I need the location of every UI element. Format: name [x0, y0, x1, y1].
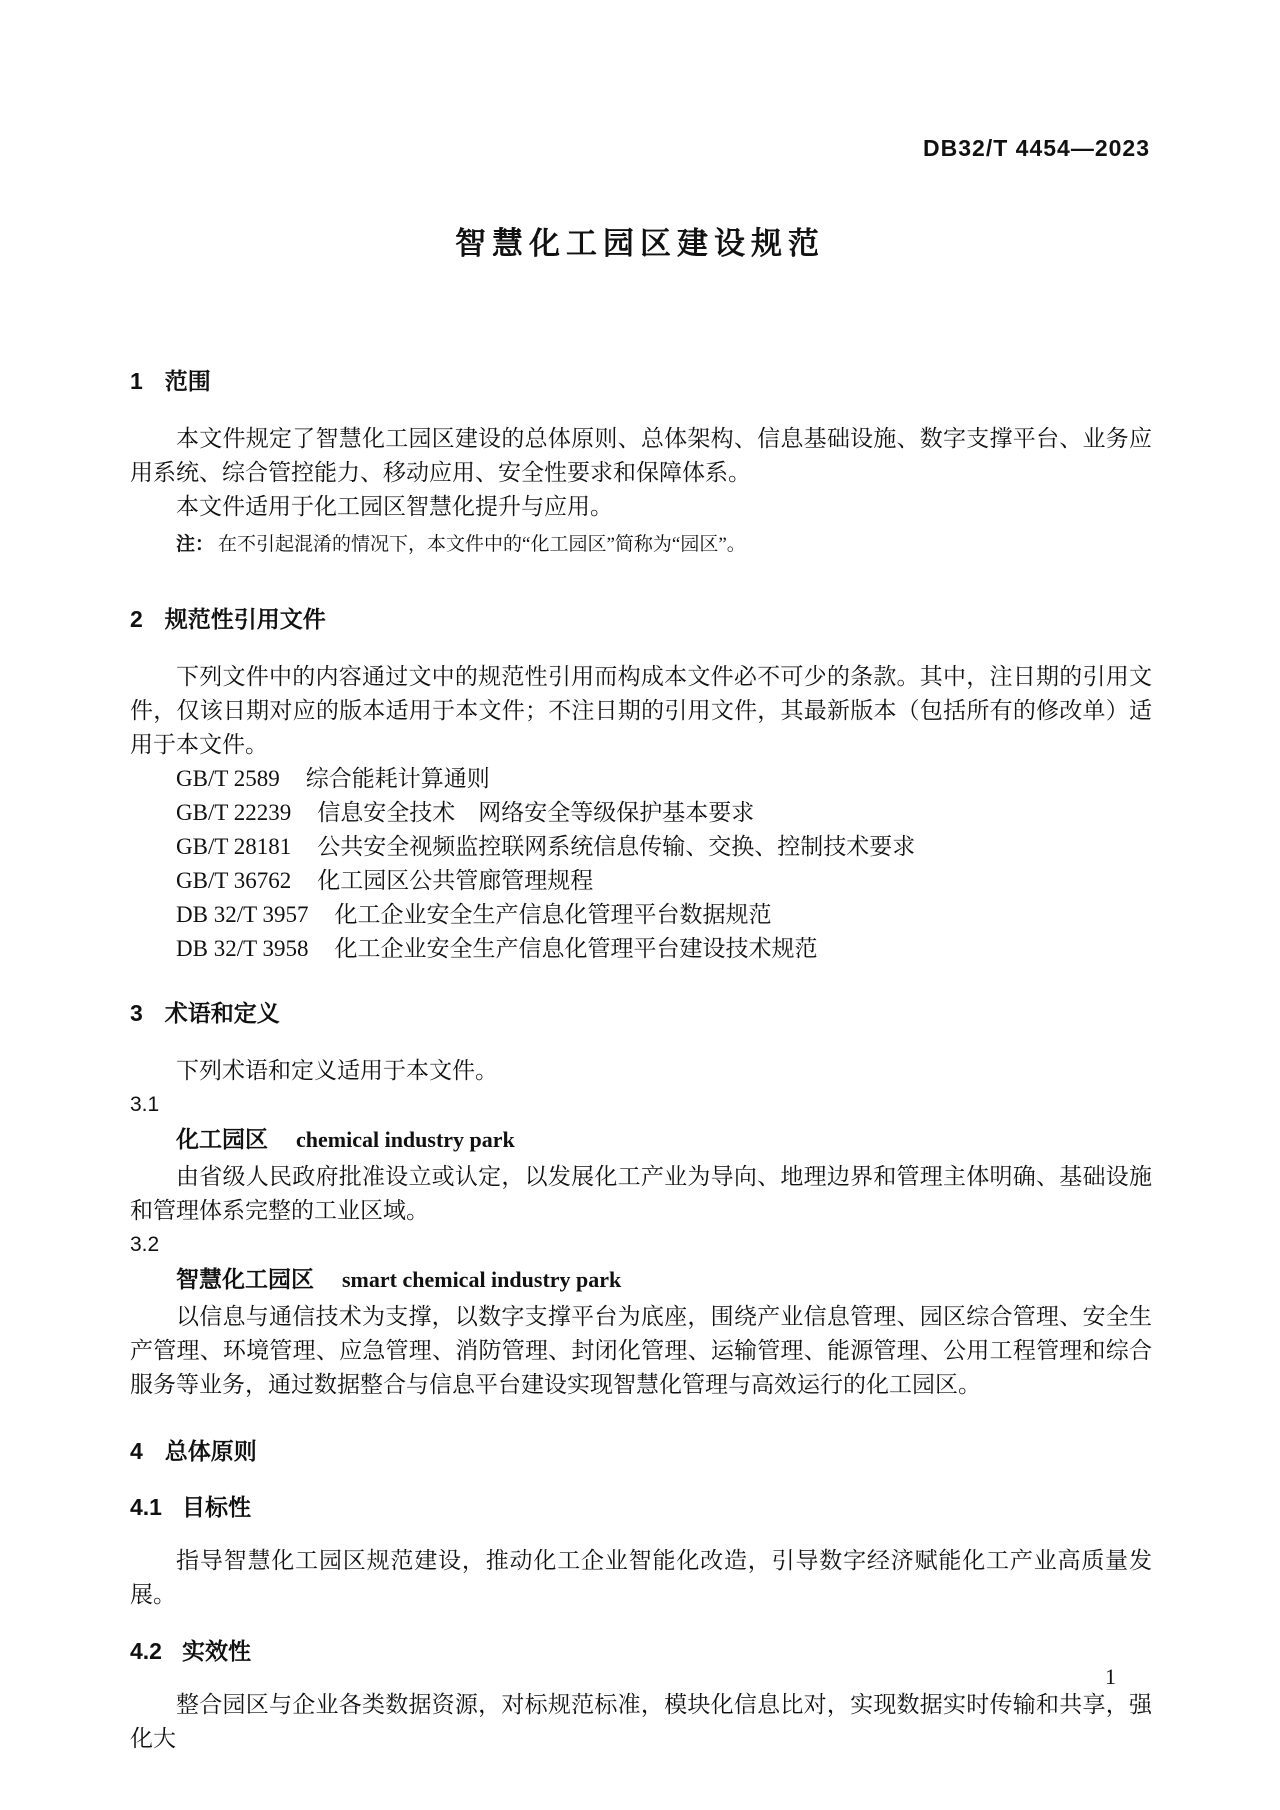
reference-title: 化工企业安全生产信息化管理平台建设技术规范	[334, 936, 818, 961]
principle-body: 整合园区与企业各类数据资源，对标规范标准，模块化信息比对，实现数据实时传输和共享，强化大	[130, 1692, 1152, 1751]
subsection-title: 目标性	[181, 1494, 251, 1520]
section-1-title: 范围	[164, 368, 211, 394]
section-2-number: 2	[130, 606, 143, 632]
term-name-en: chemical industry park	[296, 1127, 515, 1152]
term-entry	[130, 1228, 1152, 1402]
reference-code: DB 32/T 3957	[176, 902, 309, 927]
reference-item	[130, 830, 1152, 864]
section-2-title: 规范性引用文件	[164, 606, 326, 632]
subsection-4-1-heading	[130, 1492, 1152, 1522]
reference-code: GB/T 22239	[176, 800, 292, 825]
section-3-number: 3	[130, 1000, 143, 1026]
reference-code: GB/T 2589	[176, 766, 280, 791]
section-1-number: 1	[130, 368, 143, 394]
section-3-heading	[130, 998, 1152, 1028]
term-number: 3.2	[130, 1233, 160, 1256]
term-name	[130, 1262, 1152, 1300]
references-list	[130, 762, 1152, 966]
term-entry	[130, 1088, 1152, 1228]
document-content	[130, 366, 1152, 1756]
note-text: 在不引起混淆的情况下，本文件中的“化工园区”简称为“园区”。	[218, 534, 746, 555]
term-definition: 以信息与通信技术为支撑，以数字支撑平台为底座，围绕产业信息管理、园区综合管理、安全生产管理、环境管理、应急管理、消防管理、封闭化管理、运输管理、能源管理、公用工程管理和综合服务等业务，通过数据整合与信息平台建设实现智慧化管理与高效运行的化工园区。	[130, 1304, 1152, 1397]
references-intro: 下列文件中的内容通过文中的规范性引用而构成本文件必不可少的条款。其中，注日期的引用文件，仅该日期对应的版本适用于本文件；不注日期的引用文件，其最新版本（包括所有的修改单）适用于本文件。	[130, 664, 1152, 757]
section-3-title: 术语和定义	[164, 1000, 280, 1026]
term-name-zh: 化工园区	[176, 1126, 268, 1152]
doc-code: DB32/T 4454—2023	[923, 135, 1150, 161]
reference-item	[130, 762, 1152, 796]
principle-entry	[130, 1636, 1152, 1756]
term-name-en: smart chemical industry park	[342, 1267, 622, 1292]
section-4-title: 总体原则	[164, 1438, 257, 1464]
reference-item	[130, 796, 1152, 830]
term-number: 3.1	[130, 1093, 160, 1116]
section-2-heading	[130, 604, 1152, 634]
reference-title: 化工园区公共管廊管理规程	[317, 868, 594, 893]
subsection-4-2-heading	[130, 1636, 1152, 1666]
page-number: 1	[1105, 1664, 1116, 1689]
scope-note	[130, 530, 1152, 560]
terms-intro: 下列术语和定义适用于本文件。	[176, 1058, 498, 1083]
reference-title: 综合能耗计算通则	[305, 766, 490, 791]
section-4-number: 4	[130, 1438, 143, 1464]
principle-body: 指导智慧化工园区规范建设，推动化工企业智能化改造，引导数字经济赋能化工产业高质量发展。	[130, 1548, 1152, 1607]
doc-title: 智慧化工园区建设规范	[455, 226, 825, 261]
principle-entry	[130, 1492, 1152, 1612]
subsection-number: 4.2	[130, 1638, 162, 1664]
section-1-heading	[130, 366, 1152, 396]
reference-item	[130, 932, 1152, 966]
term-name-zh: 智慧化工园区	[176, 1266, 314, 1292]
subsection-number: 4.1	[130, 1494, 162, 1520]
term-name	[130, 1122, 1152, 1160]
reference-code: GB/T 28181	[176, 834, 292, 859]
section-4-heading	[130, 1436, 1152, 1466]
reference-code: GB/T 36762	[176, 868, 292, 893]
subsection-title: 实效性	[181, 1638, 251, 1664]
reference-title: 公共安全视频监控联网系统信息传输、交换、控制技术要求	[317, 834, 916, 859]
note-label: 注：	[176, 534, 215, 555]
reference-code: DB 32/T 3958	[176, 936, 309, 961]
reference-item	[130, 898, 1152, 932]
reference-item	[130, 864, 1152, 898]
reference-title: 信息安全技术 网络安全等级保护基本要求	[317, 800, 755, 825]
reference-title: 化工企业安全生产信息化管理平台数据规范	[334, 902, 772, 927]
term-definition: 由省级人民政府批准设立或认定，以发展化工产业为导向、地理边界和管理主体明确、基础设施和管理体系完整的工业区域。	[130, 1164, 1152, 1223]
scope-paragraph-2: 本文件适用于化工园区智慧化提升与应用。	[176, 494, 613, 519]
scope-paragraph-1: 本文件规定了智慧化工园区建设的总体原则、总体架构、信息基础设施、数字支撑平台、业务应用系统、综合管控能力、移动应用、安全性要求和保障体系。	[130, 426, 1152, 485]
